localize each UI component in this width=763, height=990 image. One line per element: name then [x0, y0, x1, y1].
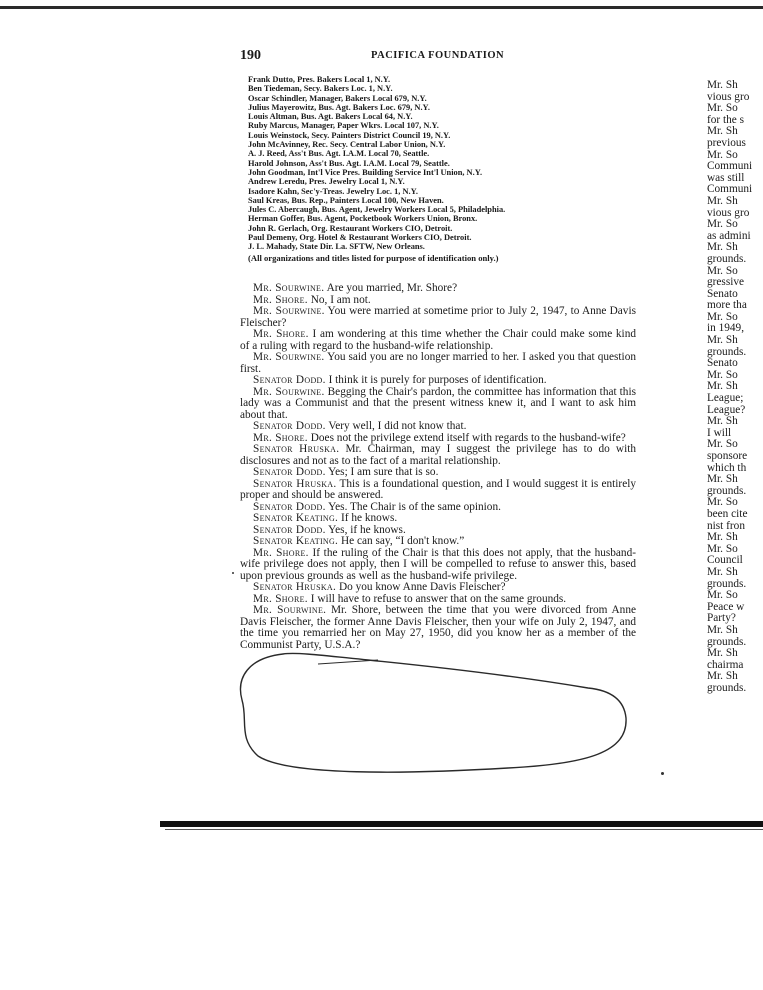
fragment-line: Mr. Sh — [707, 623, 738, 636]
signer-line: Louis Weinstock, Secy. Painters District Council 19, N.Y. — [248, 130, 451, 140]
signer-line: Paul Demeny, Org. Hotel & Restaurant Workers CIO, Detroit. — [248, 233, 472, 243]
signer-line: Saul Kreas, Bus. Rep., Painters Local 100, New Haven. — [248, 195, 444, 205]
fragment-line: Mr. So — [707, 589, 738, 602]
speaker-name: Mr. Sourwine. — [253, 351, 325, 363]
fragment-line: Senato — [707, 357, 738, 370]
speaker-name: Mr. Sourwine. — [253, 385, 325, 398]
speech-text: If the ruling of the Chair is that this does not apply, that the husband-wife privilege does not apply, then I will be compelled to refuse to answer this, based upon previous grounds as well as the husband-wife privilege. — [240, 546, 636, 582]
bottom-scan-edge-line — [165, 829, 763, 830]
fragment-line: Communi — [707, 160, 753, 173]
signers-note: (All organizations and titles listed for purpose of identification only.) — [248, 252, 499, 263]
signer-line: Jules C. Abercaugh, Bus. Agent, Jewelry Workers Local 5, Philadelphia. — [248, 205, 506, 215]
fragment-line: Mr. Sh — [707, 380, 738, 393]
fragment-line: Party? — [707, 612, 736, 625]
fragment-line: League? — [707, 403, 746, 416]
handwritten-circle-mark — [228, 648, 648, 778]
fragment-line: gressive — [707, 276, 745, 289]
fragment-line: in 1949, — [707, 322, 745, 335]
speech-text: Yes, if he knows. — [328, 523, 406, 536]
speck — [232, 572, 234, 574]
transcript — [240, 283, 636, 651]
running-head: PACIFICA FOUNDATION — [371, 50, 505, 61]
signer-line: John R. Gerlach, Org. Restaurant Workers CIO, Detroit. — [248, 223, 453, 233]
signer-line: J. L. Mahady, State Dir. La. SFTW, New Orleans. — [248, 242, 425, 252]
transcript-paragraph — [240, 444, 636, 467]
speaker-name: Mr. Sourwine. — [253, 604, 327, 616]
bottom-scan-edge — [160, 821, 763, 827]
fragment-line: chairma — [707, 658, 744, 671]
fragment-line: Mr. Sh — [707, 194, 738, 207]
speech-text: I will have to refuse to answer that on the same grounds. — [310, 592, 567, 605]
fragment-line: grounds. — [707, 577, 747, 590]
speech-text: Mr. Shore, between the time that you were divorced from Anne Davis Fleischer, the former Anne Davis Fleischer, then your wife on July 2, 1947, and the time you remarried her on May 27, 1950, did you know her as a member of the Communist Party, U.S.A.? — [240, 604, 636, 651]
fragment-line: Mr. Sh — [707, 80, 738, 91]
fragment-line: grounds. — [707, 345, 747, 358]
fragment-line: grounds. — [707, 681, 747, 694]
fragment-line: Mr. Sh — [707, 647, 738, 660]
signer-line: A. J. Reed, Ass't Bus. Agt. I.A.M. Local 70, Seattle. — [248, 149, 430, 159]
signer-line: Frank Dutto, Pres. Bakers Local 1, N.Y. — [248, 75, 391, 84]
fragment-line: nist fron — [707, 519, 745, 532]
speaker-name: Mr. Sourwine. — [253, 282, 325, 294]
speaker-name: Senator Hruska. — [253, 581, 337, 593]
speech-text: Does not the privilege extend itself with regards to the husband-wife? — [310, 431, 626, 444]
transcript-paragraph — [240, 352, 636, 375]
speaker-name: Senator Hruska. — [253, 443, 340, 455]
signers-list — [248, 75, 648, 263]
adjacent-page-fragment — [707, 80, 763, 694]
transcript-paragraph — [240, 329, 636, 352]
speech-text: Do you know Anne Davis Fleischer? — [338, 581, 506, 593]
transcript-paragraph — [240, 548, 636, 583]
fragment-line: Mr. Sh — [707, 241, 738, 254]
fragment-line: Mr. So — [707, 148, 738, 161]
signer-line: Isadore Kahn, Sec'y-Treas. Jewelry Loc. 1, N.Y. — [248, 186, 418, 196]
speaker-name: Senator Dodd. — [253, 420, 326, 432]
fragment-line: Mr. Sh — [707, 334, 738, 347]
speech-text: Are you married, Mr. Shore? — [326, 282, 458, 294]
fragment-line: for the s — [707, 113, 745, 126]
fragment-line: Communi — [707, 183, 753, 196]
signer-line: Andrew Leredu, Pres. Jewelry Local 1, N.Y. — [248, 177, 405, 187]
speech-text: If he knows. — [341, 512, 398, 524]
fragment-line: Mr. So — [707, 368, 738, 381]
fragment-line: was still — [707, 171, 745, 184]
fragment-line: been cite — [707, 507, 748, 520]
signer-line: Harold Johnson, Ass't Bus. Agt. I.A.M. Local 79, Seattle. — [248, 158, 450, 168]
signer-line: Oscar Schindler, Manager, Bakers Local 679, N.Y. — [248, 93, 427, 103]
speech-text: No, I am not. — [310, 293, 371, 306]
fragment-line: Mr. Sh — [707, 125, 738, 138]
fragment-line: Mr. So — [707, 542, 738, 555]
speech-text: I am wondering at this time whether the Chair could make some kind of a ruling with regard to the husband-wife relationship. — [240, 328, 636, 352]
page-number: 190 — [240, 48, 261, 63]
transcript-paragraph — [240, 479, 636, 502]
signer-line: Louis Altman, Bus. Agt. Bakers Local 64, N.Y. — [248, 112, 413, 122]
speaker-name: Senator Keating. — [253, 535, 339, 547]
fragment-line: previous — [707, 136, 746, 149]
speaker-name: Senator Dodd. — [253, 523, 326, 536]
speech-text: Begging the Chair's pardon, the committee has information that this lady was a Communist and that the present witness knew it, and I want to ask him about that. — [240, 385, 636, 421]
speaker-name: Mr. Shore. — [253, 431, 308, 444]
speech-text: Very well, I did not know that. — [328, 420, 467, 432]
fragment-line: Mr. So — [707, 102, 738, 115]
top-scan-edge — [0, 6, 763, 9]
fragment-line: Mr. So — [707, 496, 738, 509]
speaker-name: Senator Dodd. — [253, 466, 326, 478]
speech-text: Yes. The Chair is of the same opinion. — [328, 500, 501, 513]
fragment-line: grounds. — [707, 252, 747, 265]
fragment-line: grounds. — [707, 635, 747, 648]
fragment-line: Mr. Sh — [707, 670, 738, 683]
transcript-paragraph — [240, 387, 636, 422]
fragment-line: Mr. Sh — [707, 473, 738, 486]
signer-line: Ben Tiedeman, Secy. Bakers Loc. 1, N.Y. — [248, 84, 393, 94]
fragment-line: Mr. Sh — [707, 415, 738, 428]
fragment-line: which th — [707, 461, 747, 474]
fragment-line: Mr. So — [707, 438, 738, 451]
speaker-name: Mr. Shore. — [253, 546, 309, 559]
speech-text: Mr. Chairman, may I suggest the privilege has to do with disclosures and not as to the fact of a marital relationship. — [240, 443, 637, 467]
speech-text: He can say, “I don't know.” — [341, 535, 465, 547]
signer-line: John McAvinney, Rec. Secy. Central Labor Union, N.Y. — [248, 140, 446, 150]
fragment-line: Mr. Sh — [707, 565, 738, 578]
fragment-line: grounds. — [707, 484, 747, 497]
speech-text: I think it is purely for purposes of identification. — [328, 374, 547, 386]
fragment-line: Mr. So — [707, 310, 738, 323]
speech-text: You said you are no longer married to her. I asked you that question first. — [240, 351, 636, 375]
speaker-name: Senator Hruska. — [253, 477, 337, 490]
fragment-line: League; — [707, 392, 744, 405]
speaker-name: Mr. Shore. — [253, 293, 308, 306]
speaker-name: Mr. Shore. — [253, 328, 309, 340]
speaker-name: Senator Dodd. — [253, 374, 326, 386]
signer-line: Julius Mayerowitz, Bus. Agt. Bakers Loc. 679, N.Y. — [248, 102, 430, 112]
speech-text: This is a foundational question, and I would suggest it is entirely proper and should be answered. — [240, 477, 636, 501]
speaker-name: Senator Keating. — [253, 512, 339, 524]
transcript-paragraph — [240, 605, 636, 651]
speaker-name: Mr. Sourwine. — [253, 305, 325, 317]
fragment-line: Council — [707, 554, 743, 567]
speaker-name: Senator Dodd. — [253, 500, 326, 513]
fragment-line: vious gro — [707, 90, 750, 103]
signer-line: Herman Goffer, Bus. Agent, Pocketbook Workers Union, Bronx. — [248, 214, 478, 224]
speck — [661, 772, 664, 775]
fragment-line: vious gro — [707, 206, 750, 219]
fragment-line: I will — [707, 426, 732, 439]
fragment-line: as admini — [707, 229, 751, 242]
speech-text: You were married at sometime prior to July 2, 1947, to Anne Davis Fleischer? — [240, 305, 636, 329]
fragment-line: more tha — [707, 299, 747, 312]
fragment-line: Senato — [707, 287, 738, 300]
fragment-line: Mr. So — [707, 218, 738, 231]
fragment-line: sponsore — [707, 450, 748, 462]
speech-text: Yes; I am sure that is so. — [328, 466, 439, 478]
fragment-line: Peace w — [707, 600, 745, 613]
speaker-name: Mr. Shore. — [253, 592, 308, 605]
transcript-paragraph — [240, 306, 636, 329]
signer-line: Ruby Marcus, Manager, Paper Wkrs. Local 107, N.Y. — [248, 121, 439, 131]
signer-line: John Goodman, Int'l Vice Pres. Building Service Int'l Union, N.Y. — [248, 167, 483, 177]
fragment-line: Mr. Sh — [707, 531, 738, 544]
fragment-line: Mr. So — [707, 264, 738, 277]
